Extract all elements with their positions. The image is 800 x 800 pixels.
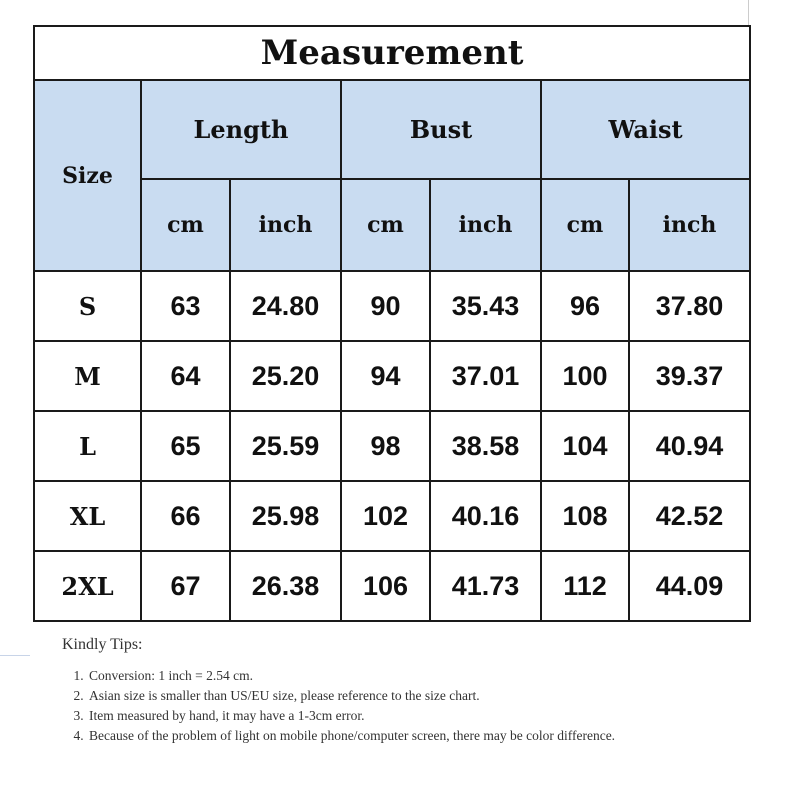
value-cell: 25.20 xyxy=(230,341,341,411)
value-cell: 106 xyxy=(341,551,430,621)
value-cell: 66 xyxy=(141,481,230,551)
size-cell: M xyxy=(34,341,141,411)
value-cell: 100 xyxy=(541,341,629,411)
value-cell: 90 xyxy=(341,271,430,341)
value-cell: 25.98 xyxy=(230,481,341,551)
tips-title: Kindly Tips: xyxy=(62,636,143,653)
unit-header: cm xyxy=(541,179,629,271)
unit-header: inch xyxy=(629,179,750,271)
size-cell: S xyxy=(34,271,141,341)
unit-header: inch xyxy=(430,179,541,271)
value-cell: 39.37 xyxy=(629,341,750,411)
size-cell: XL xyxy=(34,481,141,551)
value-cell: 67 xyxy=(141,551,230,621)
value-cell: 64 xyxy=(141,341,230,411)
value-cell: 41.73 xyxy=(430,551,541,621)
value-cell: 96 xyxy=(541,271,629,341)
tip-item: 4. Because of the problem of light on mobile phone/computer screen, there may be color difference. xyxy=(87,726,742,746)
tip-item: 2. Asian size is smaller than US/EU size, please reference to the size chart. xyxy=(87,686,742,706)
value-cell: 102 xyxy=(341,481,430,551)
value-cell: 63 xyxy=(141,271,230,341)
value-cell: 37.80 xyxy=(629,271,750,341)
value-cell: 94 xyxy=(341,341,430,411)
value-cell: 40.16 xyxy=(430,481,541,551)
value-cell: 98 xyxy=(341,411,430,481)
tip-item: 3. Item measured by hand, it may have a 1-3cm error. xyxy=(87,706,742,726)
value-cell: 25.59 xyxy=(230,411,341,481)
size-header: Size xyxy=(34,80,141,271)
table-row xyxy=(34,481,750,551)
size-cell: L xyxy=(34,411,141,481)
tip-item: 1. Conversion: 1 inch = 2.54 cm. xyxy=(87,666,742,686)
value-cell: 44.09 xyxy=(629,551,750,621)
length-header: Length xyxy=(141,80,341,179)
table-row xyxy=(34,551,750,621)
measurement-table xyxy=(33,25,751,622)
value-cell: 104 xyxy=(541,411,629,481)
unit-header: inch xyxy=(230,179,341,271)
unit-header: cm xyxy=(341,179,430,271)
edge-line xyxy=(748,0,749,25)
value-cell: 35.43 xyxy=(430,271,541,341)
kindly-tips xyxy=(62,636,742,746)
size-cell: 2XL xyxy=(34,551,141,621)
value-cell: 26.38 xyxy=(230,551,341,621)
bust-header: Bust xyxy=(341,80,541,179)
table-row xyxy=(34,341,750,411)
value-cell: 24.80 xyxy=(230,271,341,341)
table-row xyxy=(34,411,750,481)
value-cell: 40.94 xyxy=(629,411,750,481)
waist-header: Waist xyxy=(541,80,750,179)
value-cell: 108 xyxy=(541,481,629,551)
value-cell: 38.58 xyxy=(430,411,541,481)
value-cell: 37.01 xyxy=(430,341,541,411)
value-cell: 65 xyxy=(141,411,230,481)
value-cell: 112 xyxy=(541,551,629,621)
side-mark xyxy=(0,655,30,656)
unit-header: cm xyxy=(141,179,230,271)
tips-list xyxy=(62,666,742,746)
value-cell: 42.52 xyxy=(629,481,750,551)
table-title: Measurement xyxy=(34,26,750,80)
table-row xyxy=(34,271,750,341)
